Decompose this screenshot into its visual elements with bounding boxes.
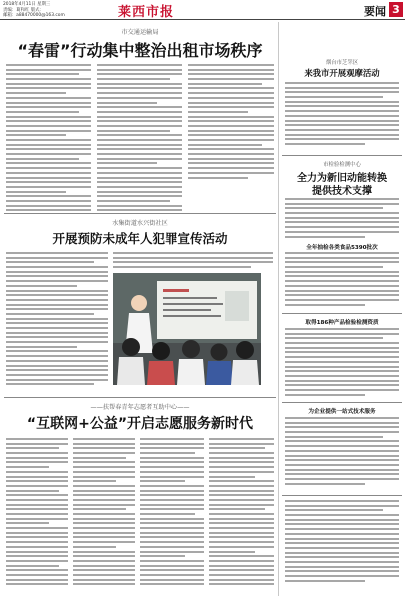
- section-divider: [282, 402, 402, 403]
- article-body: [140, 438, 204, 588]
- section-divider: [282, 495, 402, 496]
- right-kicker: 市检验检测中心: [323, 162, 361, 168]
- section-name: 要闻: [364, 5, 386, 18]
- right-kicker: 烟台市芝罘区: [325, 60, 359, 66]
- article-body: [6, 64, 91, 214]
- article-headline: 开展预防未成年人犯罪宣传活动: [52, 231, 228, 246]
- contact-email: 邮箱：a88470000@163.com: [3, 13, 65, 19]
- section-divider: [282, 313, 402, 314]
- page-number: 3: [389, 2, 403, 17]
- masthead: [0, 0, 405, 20]
- article-body: [113, 252, 273, 271]
- right-body: [285, 252, 399, 308]
- article-body: [73, 438, 135, 588]
- article-body: [188, 64, 274, 181]
- right-headline: 来我市开展观摩活动: [304, 68, 380, 78]
- article-headline: “春雷”行动集中整治出租市场秩序: [17, 41, 263, 60]
- article-body: [97, 64, 182, 214]
- right-subheading: 为企业提供一站式技术服务: [308, 409, 376, 415]
- right-headline: 全力为新旧动能转换: [297, 173, 387, 184]
- right-body: [285, 417, 399, 487]
- right-body: [285, 328, 399, 398]
- article-body: [209, 438, 274, 588]
- classroom-scene-icon: [113, 273, 261, 385]
- article-headline: “互联网+公益”开启志愿服务新时代: [26, 416, 254, 432]
- editor-credit: 责编：葛和红 版式：: [3, 7, 44, 13]
- issue-date: 2018年4月11日 星期三: [3, 2, 51, 7]
- right-body: [285, 82, 399, 148]
- column-divider: [278, 22, 279, 596]
- article-body: [6, 438, 68, 588]
- right-body: [285, 198, 399, 240]
- section-divider: [282, 155, 402, 156]
- right-subheading: 取得186种产品检验检测资质: [305, 320, 379, 326]
- news-photo: [113, 273, 261, 385]
- newspaper-logo: 莱西市报: [118, 5, 175, 20]
- section-divider: [4, 397, 276, 398]
- article-kicker: 水集街道水兴街社区: [112, 220, 168, 227]
- right-subheading: 全年抽检各类食品5390批次: [306, 245, 378, 251]
- right-headline: 提供技术支撑: [312, 186, 372, 197]
- right-body: [285, 500, 399, 584]
- masthead-meta: [3, 2, 65, 19]
- article-kicker: 市交通运输局: [121, 29, 159, 36]
- article-kicker: ——扶帮春青年志愿者互助中心——: [90, 404, 190, 411]
- article-body: [6, 252, 108, 388]
